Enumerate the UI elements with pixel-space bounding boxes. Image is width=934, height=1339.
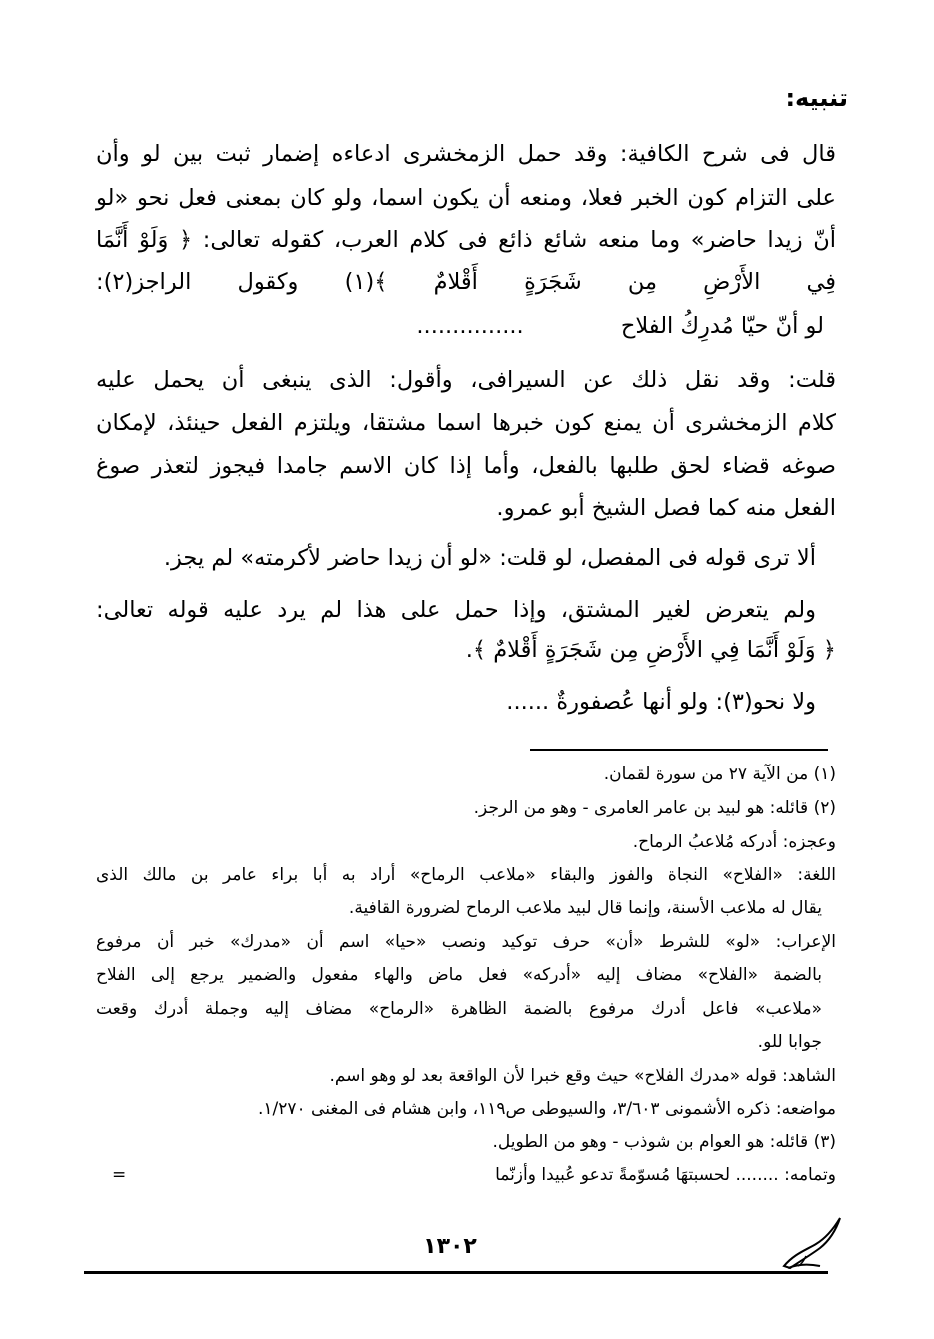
paragraph-line: قلت: وقد نقل ذلك عن السيرافى، وأقول: الذى ينبغى أن يحمل عليه	[96, 367, 836, 393]
verse-text: لو أنّ حيّا مُدرِكُ الفلاح	[620, 313, 824, 339]
footnote-line: الإعراب: «لو» للشرط «أن» حرف توكيد ونصب «حيا» اسم أن «مدرك» خبر أن مرفوع	[96, 932, 836, 952]
paragraph-line: قال فى شرح الكافية: وقد حمل الزمخشرى ادعاءه إضمار ثبت بين لو وأن	[96, 141, 836, 167]
footnote-line: (١) من الآية ٢٧ من سورة لقمان.	[603, 764, 836, 784]
paragraph-line: أنّ زيدا حاضر» وما منعه شائع ذائع فى كلام العرب، كقوله تعالى: ﴿ وَلَوْ أَنَّمَا	[96, 227, 836, 253]
poetry-verse	[184, 308, 824, 344]
page-bottom-rule	[84, 1271, 828, 1274]
paragraph-line: فِي الأَرْضِ مِن شَجَرَةٍ أَقْلامٌ ﴾(١) وكقول الراجز(٢):	[96, 269, 836, 295]
paragraph-line: كلام الزمخشرى أن يمنع كون خبرها اسما مشتقا، ويلتزم الفعل حينئذ، لإمكان	[96, 410, 836, 436]
footnote-line: جوابا للو.	[757, 1032, 822, 1052]
ornament-icon	[776, 1214, 846, 1274]
footnote-line: (٣) قائله: هو العوام بن شوذب - وهو من الطويل.	[492, 1132, 836, 1152]
paragraph-line: ولا نحو(٣): ولو أنها عُصفورةٌ ......	[506, 689, 816, 715]
footnote-line: مواضعه: ذكره الأشمونى ٣/٦٠٣، والسيوطى ص١١٩، وابن هشام فى المغنى ١/٢٧٠.	[257, 1099, 836, 1119]
footnote-line: الشاهد: قوله «مدرك الفلاح» حيث وقع خبرا لأن الواقعة بعد لو وهو اسم.	[329, 1066, 836, 1086]
section-heading: تنبيه:	[785, 84, 848, 112]
paragraph-line: على التزام كون الخبر فعلا، ومنعه أن يكون اسما، ولو كان بمعنى فعل نحو «لو	[96, 185, 836, 211]
footnote-line: وعجزه: أدركه مُلاعبُ الرماح.	[632, 832, 836, 852]
quran-verse: ﴿ وَلَوْ أَنَّمَا فِي الأَرْضِ مِن شَجَرَةٍ أَقْلامٌ ﴾.	[465, 637, 836, 663]
paragraph-line: ولم يتعرض لغير المشتق، وإذا حمل على هذا لم يرد عليه قوله تعالى:	[96, 597, 816, 623]
footnote-line	[96, 1162, 836, 1188]
footnote-line: يقال له ملاعب الأسنة، وإنما قال لبيد ملاعب الرماح لضرورة القافية.	[348, 898, 822, 918]
verse-dots: ...............	[416, 313, 524, 339]
paragraph-line: صوغه قضاء لحق طلبها بالفعل، وأما إذا كان الاسم جامدا فيجوز لتعذر صوغ	[96, 453, 836, 479]
page-number: ١٣٠٢	[423, 1234, 477, 1259]
footnote-line: اللغة: «الفلاح» النجاة والفوز والبقاء «ملاعب الرماح» أراد به أبا براء عامر بن مالك الذى	[96, 865, 836, 885]
footnote-text: وتمامه: ........ لحسبتهَا مُسوّمةً تدعو عُبيدا وأزنّما	[495, 1165, 836, 1185]
footnote-line: بالضمة «الفلاح» مضاف إليه «أدركه» فعل ماض والهاء مفعول والضمير يرجع إلى الفلاح	[96, 965, 822, 985]
footnote-separator	[530, 749, 828, 751]
footnote-line: (٢) قائله: هو لبيد بن عامر العامرى - وهو من الرجز.	[473, 798, 836, 818]
continuation-mark: =	[112, 1165, 127, 1185]
paragraph-line: الفعل منه كما فصل الشيخ أبو عمرو.	[496, 495, 836, 521]
paragraph-line: ألا ترى قوله فى المفصل، لو قلت: «لو أن زيدا حاضر لأكرمته» لم يجز.	[163, 545, 816, 571]
footnote-line: «ملاعب» فاعل أدرك مرفوع بالضمة الظاهرة «الرماح» مضاف إليه وجملة أدرك وقعت	[96, 999, 822, 1019]
